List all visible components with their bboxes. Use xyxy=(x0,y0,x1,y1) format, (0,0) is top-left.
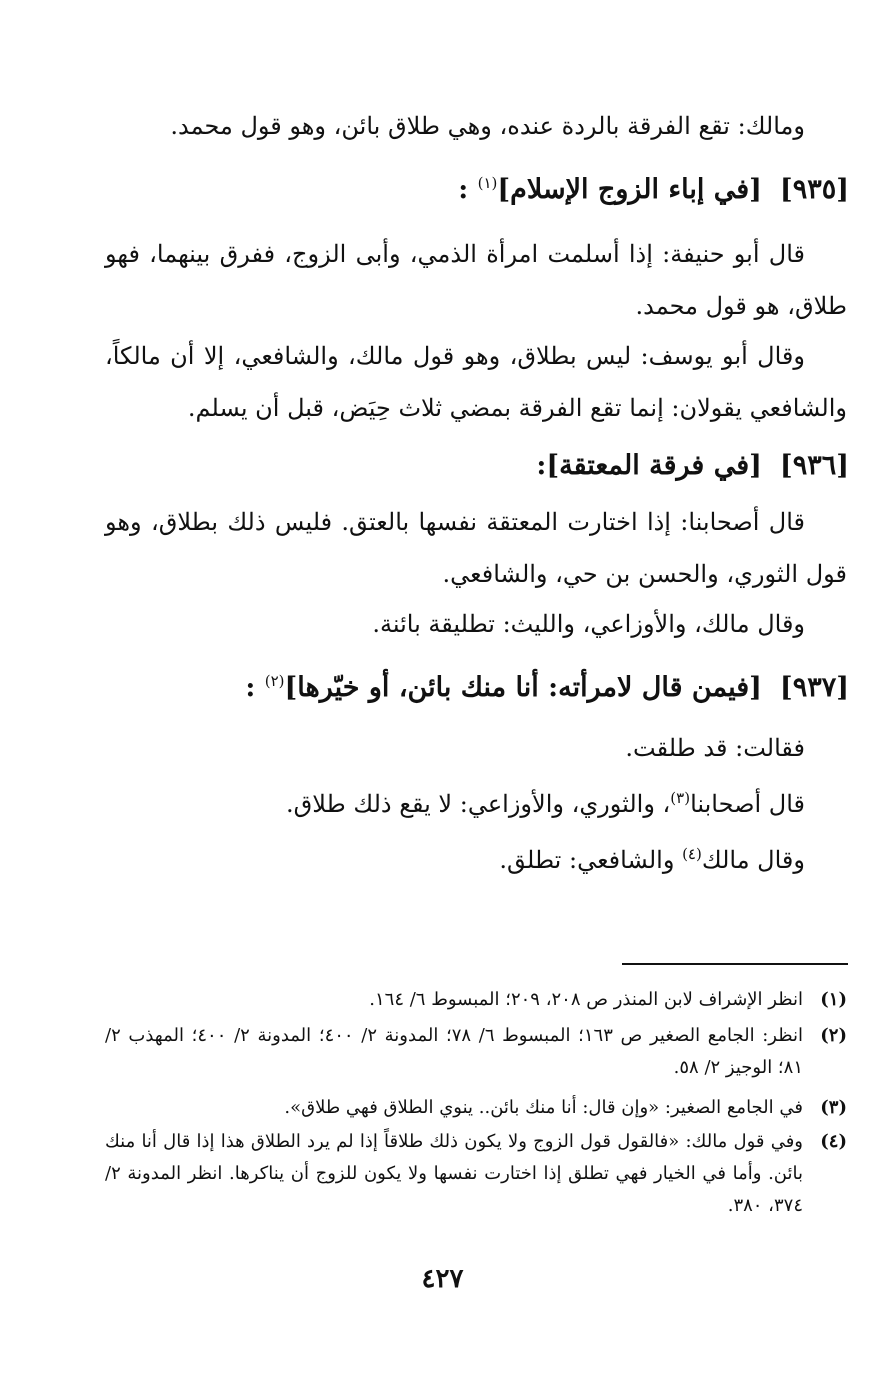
paragraph: وقال مالك$^{(٤)}$ والشافعي: تطلق. xyxy=(499,845,805,874)
footnote: (٢) انظر: الجامع الصغير ص ١٦٣؛ المبسوط ٦/ ٧٨؛ المدونة ٢/ ٤٠٠؛ المدونة ٢/ ٤٠٠؛ المهذب ٢/ ٨١؛ الوجيز ٢/ ٥٨. xyxy=(105,1025,847,1078)
footnote: (٤) وفي قول مالك: «فالقول قول الزوج ولا يكون ذلك طلاقاً إذا لم يرد الطلاق هذا إذا قال أنا منك بائن. وأما في الخيار فهي تطلق إذا اختارت نفسها ولا يكون للزوج أن يناكرها. انظر المدونة ٢/ ٣٧٤، ٣٨٠. xyxy=(105,1131,847,1216)
footnote-ref: (٤) xyxy=(682,845,702,863)
paragraph: قال أبو حنيفة: إذا أسلمت امرأة الذمي، وأبى الزوج، ففرق بينهما، فهو طلاق، هو قول محمد. xyxy=(105,240,847,320)
paragraph: قال أصحابنا$^{(٣)}$، والثوري، والأوزاعي: لا يقع ذلك طلاق. xyxy=(286,789,805,818)
footnote-ref: (١) xyxy=(477,174,498,192)
section-heading-937: [٩٣٧][فيمن قال لامرأته: أنا منك بائن، أو خيّرها]$^{(٢)}$ : xyxy=(245,672,849,703)
paragraph: قال أصحابنا: إذا اختارت المعتقة نفسها بالعتق. فليس ذلك بطلاق، وهو قول الثوري، والحسن بن حي، والشافعي. xyxy=(105,508,847,588)
paragraph: وقال مالك، والأوزاعي، والليث: تطليقة بائنة. xyxy=(372,610,805,638)
section-heading-936: [٩٣٦][في فرقة المعتقة]: xyxy=(536,450,849,481)
footnote: (١) انظر الإشراف لابن المنذر ص ٢٠٨، ٢٠٩؛ المبسوط ٦/ ١٦٤. xyxy=(369,989,847,1010)
footnote-ref: (٣) xyxy=(670,789,691,807)
paragraph: وقال أبو يوسف: ليس بطلاق، وهو قول مالك، والشافعي، إلا أن مالكاً، والشافعي يقولان: إنما تقع الفرقة بمضي ثلاث حِيَض، قبل أن يسلم. xyxy=(105,342,847,422)
section-heading-935: [٩٣٥][في إباء الزوج الإسلام]$^{(١)}$ : xyxy=(458,174,849,205)
page-number: ٤٢٧ xyxy=(421,1264,464,1294)
paragraph: فقالت: قد طلقت. xyxy=(625,734,805,762)
footnote: (٣) في الجامع الصغير: «وإن قال: أنا منك بائن.. ينوي الطلاق فهي طلاق». xyxy=(284,1097,847,1118)
opening-line: ومالك: تقع الفرقة بالردة عنده، وهي طلاق بائن، وهو قول محمد. xyxy=(170,112,805,140)
footnote-ref: (٢) xyxy=(264,672,285,690)
footnote-divider xyxy=(622,963,848,965)
